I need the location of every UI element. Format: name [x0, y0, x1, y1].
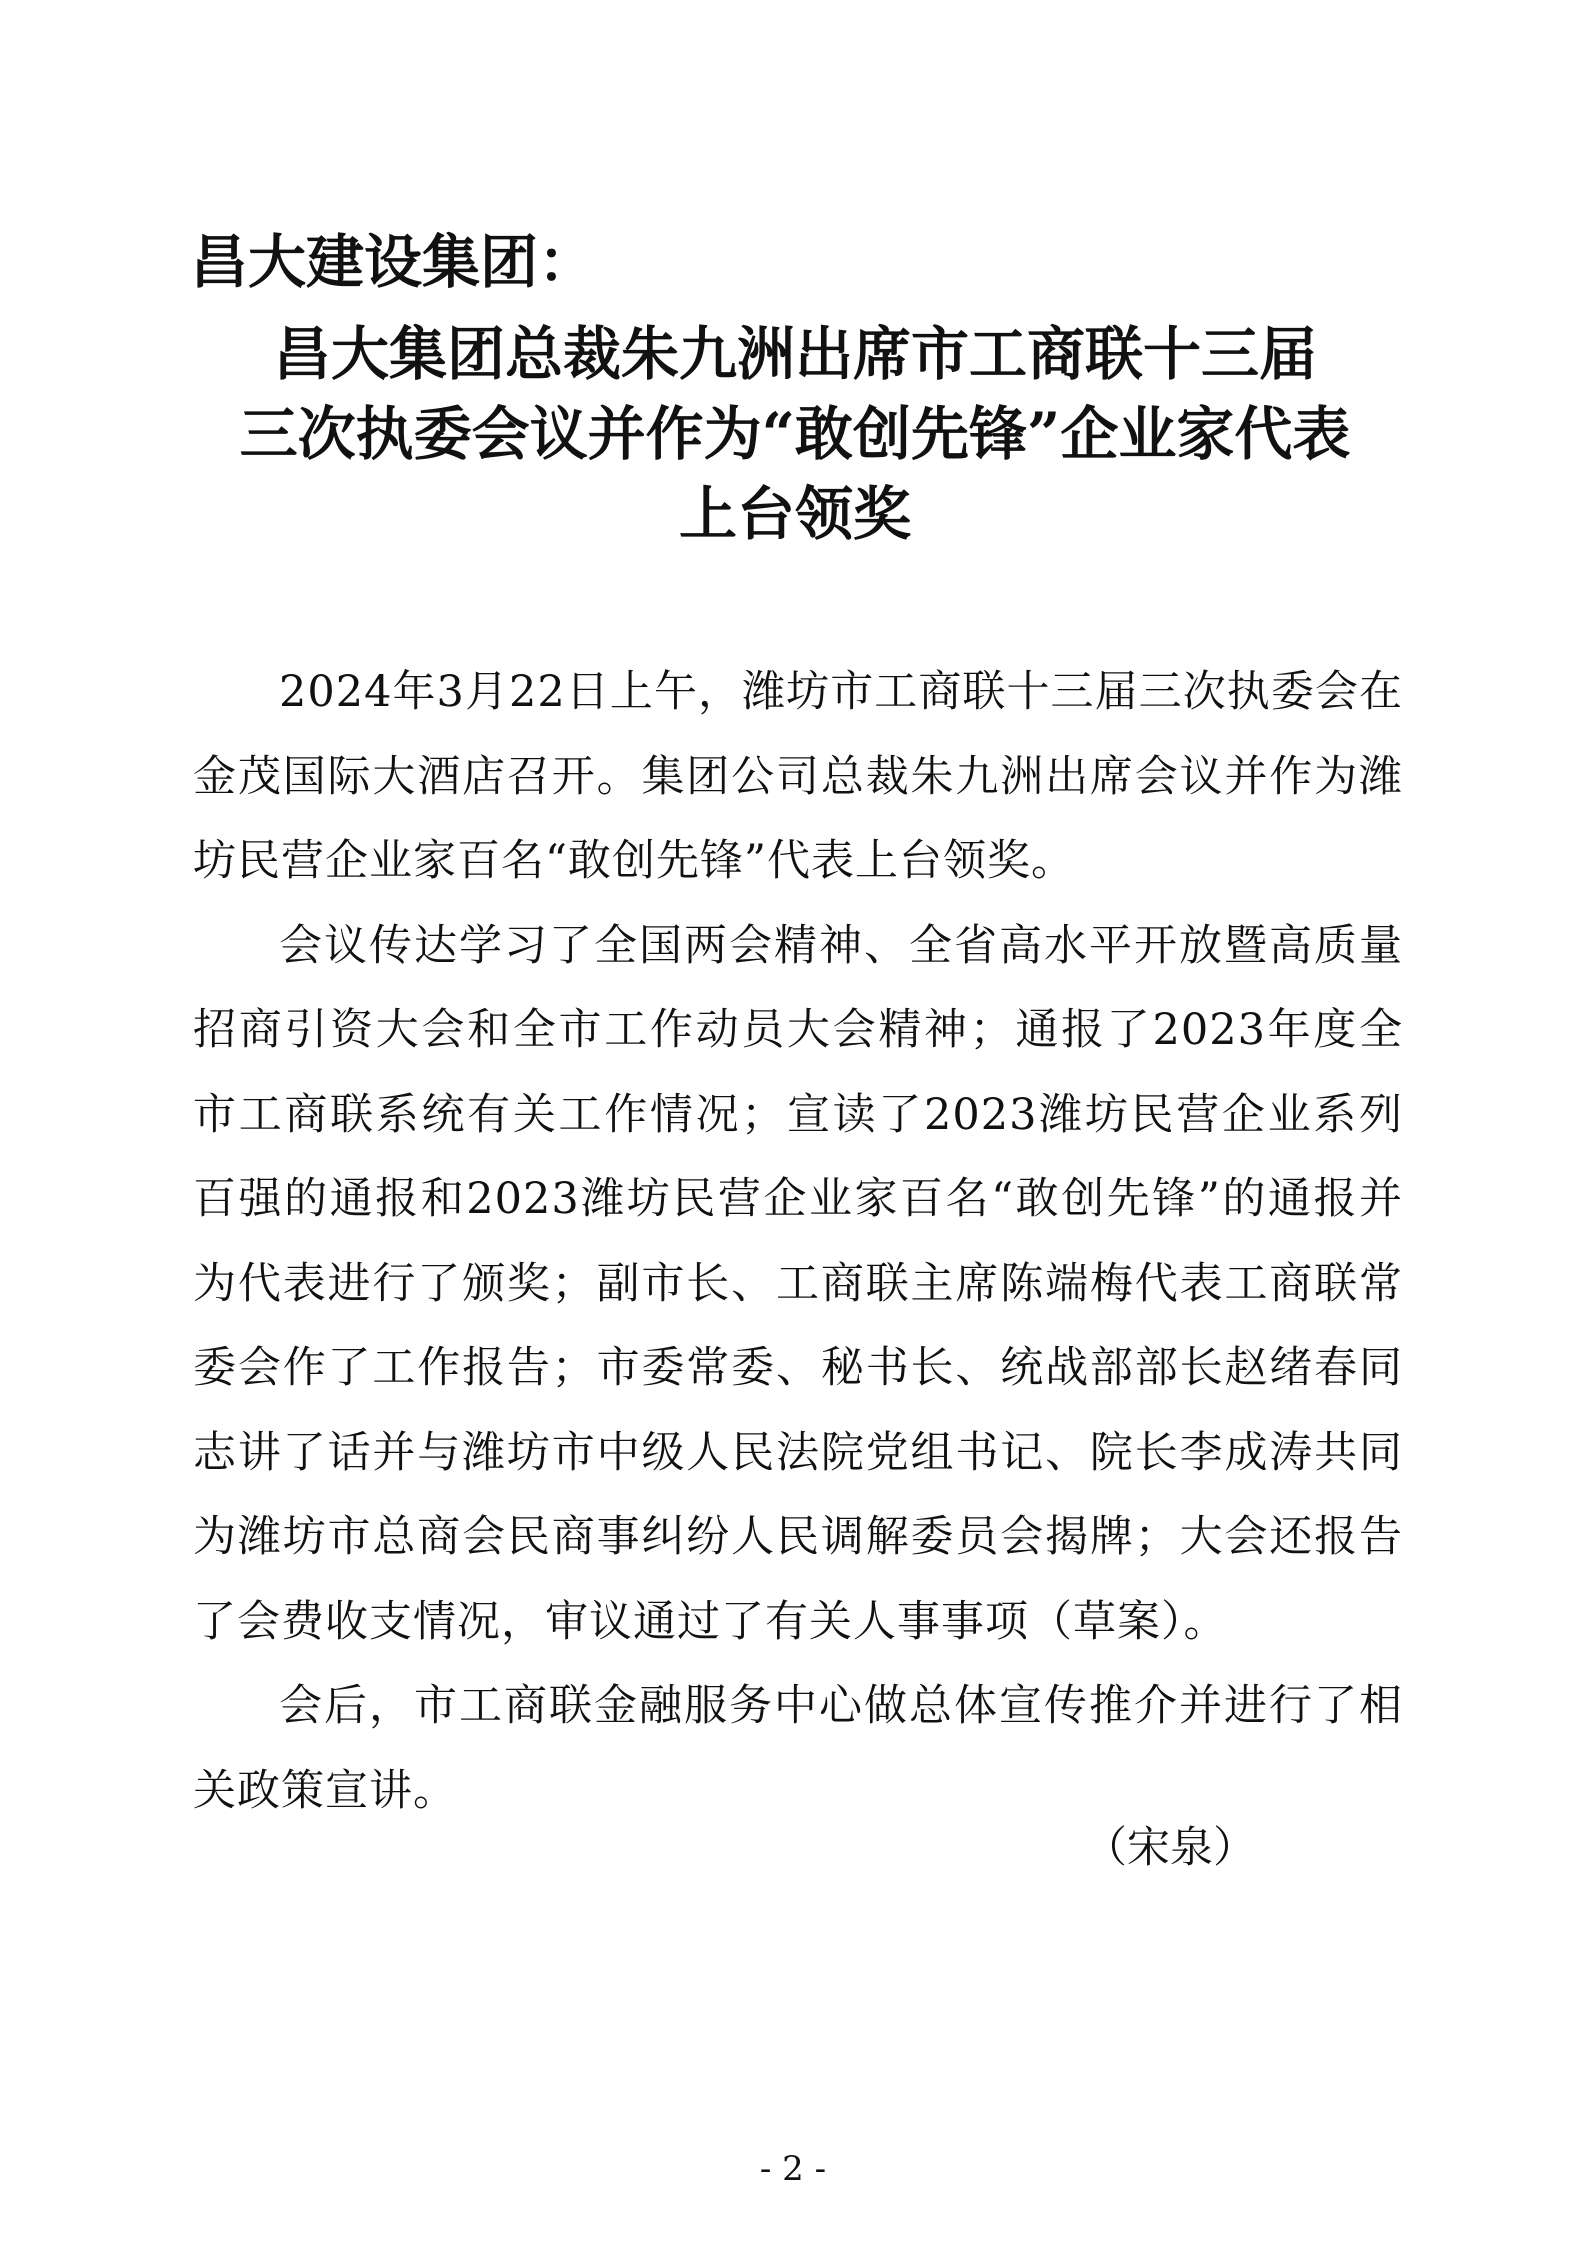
article-body — [193, 650, 1403, 1833]
article-title — [190, 314, 1400, 554]
author-signature: （宋泉） — [1084, 1823, 1256, 1873]
paragraph-3: 会后，市工商联金融服务中心做总体宣传推介并进行了相关政策宣讲。 — [193, 1681, 1403, 1816]
title-line-3: 上台领奖 — [678, 480, 911, 548]
title-line-2: 三次执委会议并作为“敢创先锋”企业家代表 — [239, 400, 1351, 468]
page-number: - 2 - — [759, 2149, 827, 2189]
paragraph-2: 会议传达学习了全国两会精神、全省高水平开放暨高质量招商引资大会和全市工作动员大会精神；通报了2023年度全市工商联系统有关工作情况；宣读了2023潍坊民营企业系列百强的通报和2023潍坊民营企业家百名“敢创先锋”的通报并为代表进行了颁奖；副市长、工商联主席陈端梅代表工商联常委会作了工作报告；市委常委、秘书长、统战部部长赵绪春同志讲了话并与潍坊市中级人民法院党组书记、院长李成涛共同为潍坊市总商会民商事纠纷人民调解委员会揭牌；大会还报告了会费收支情况，审议通过了有关人事事项（草案）。 — [193, 920, 1403, 1647]
paragraph-1: 2024年3月22日上午，潍坊市工商联十三届三次执委会在金茂国际大酒店召开。集团公司总裁朱九洲出席会议并作为潍坊民营企业家百名“敢创先锋”代表上台领奖。 — [193, 667, 1403, 886]
organization-heading: 昌大建设集团： — [190, 228, 597, 296]
title-line-1: 昌大集团总裁朱九洲出席市工商联十三届 — [272, 320, 1317, 388]
